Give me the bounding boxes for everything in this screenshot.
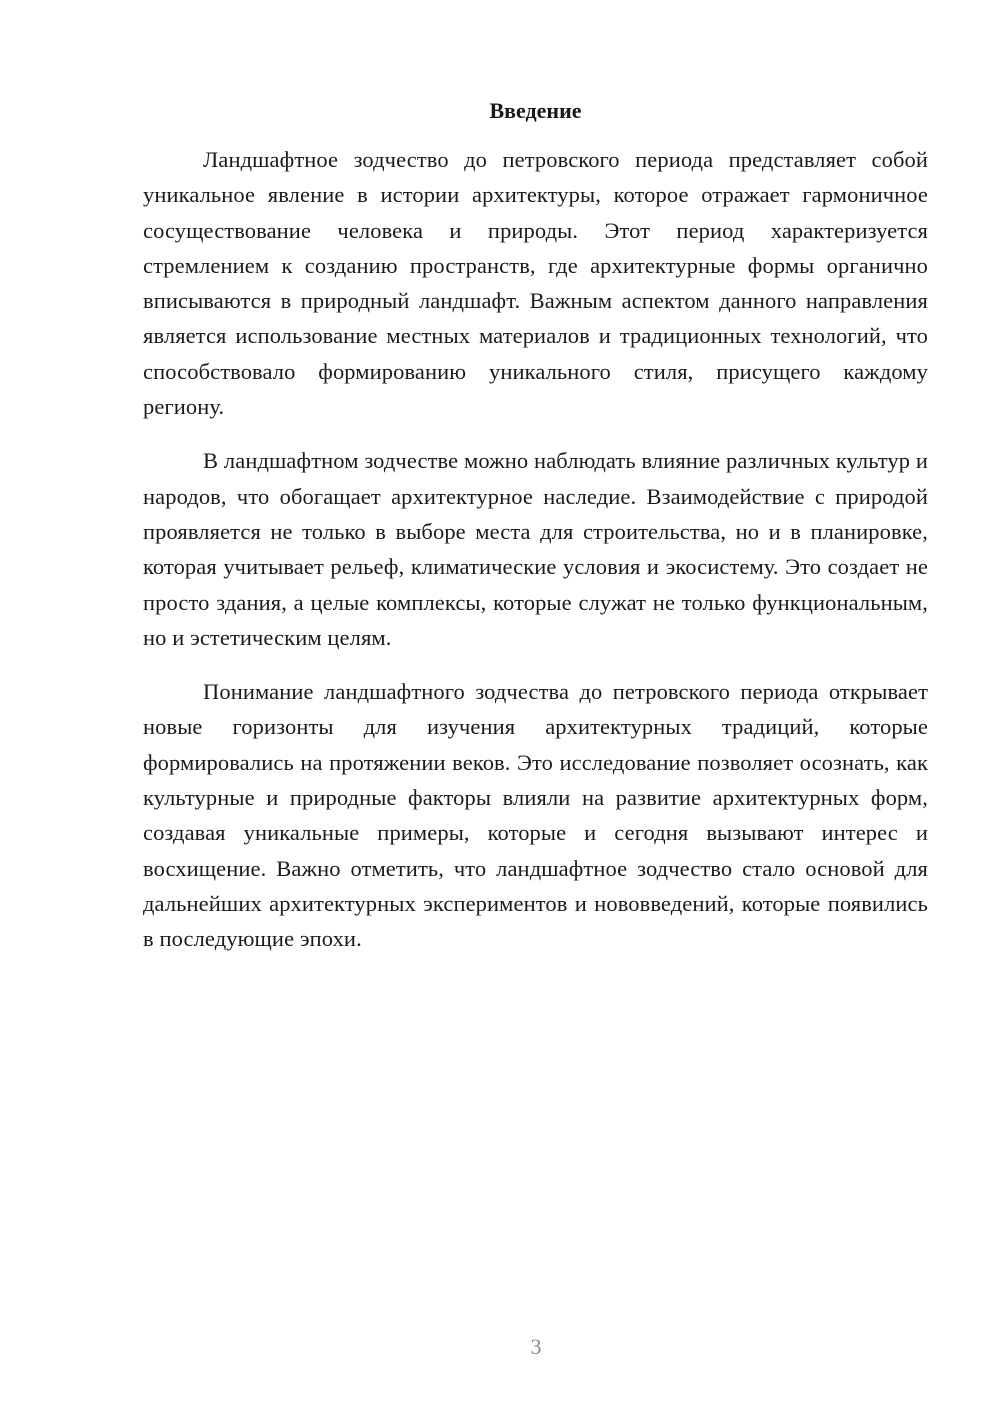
body-text xyxy=(143,142,928,976)
paragraph-3: Понимание ландшафтного зодчества до петровского периода открывает новые горизонты для изучения архитектурных традиций, которые формировались на протяжении веков. Это исследование позволяет осознать, как культурные и природные факторы влияли на развитие архитектурных форм, создавая уникальные примеры, которые и сегодня вызывают интерес и восхищение. Важно отметить, что ландшафтное зодчество стало основой для дальнейших архитектурных экспериментов и нововведений, которые появились в последующие эпохи. xyxy=(143,679,928,952)
paragraph-2: В ландшафтном зодчестве можно наблюдать влияние различных культур и народов, что обогащает архитектурное наследие. Взаимодействие с природой проявляется не только в выборе места для строительства, но и в планировке, которая учитывает рельеф, климатические условия и экосистему. Это создает не просто здания, а целые комплексы, которые служат не только функциональным, но и эстетическим целям. xyxy=(143,448,928,650)
paragraph-1: Ландшафтное зодчество до петровского периода представляет собой уникальное явление в истории архитектуры, которое отражает гармоничное сосуществование человека и природы. Этот период характеризуется стремлением к созданию пространств, где архитектурные формы органично вписываются в природный ландшафт. Важным аспектом данного направления является использование местных материалов и традиционных технологий, что способствовало формированию уникального стиля, присущего каждому региону. xyxy=(143,147,928,420)
page-number: 3 xyxy=(530,1334,542,1359)
section-title: Введение xyxy=(489,98,582,123)
